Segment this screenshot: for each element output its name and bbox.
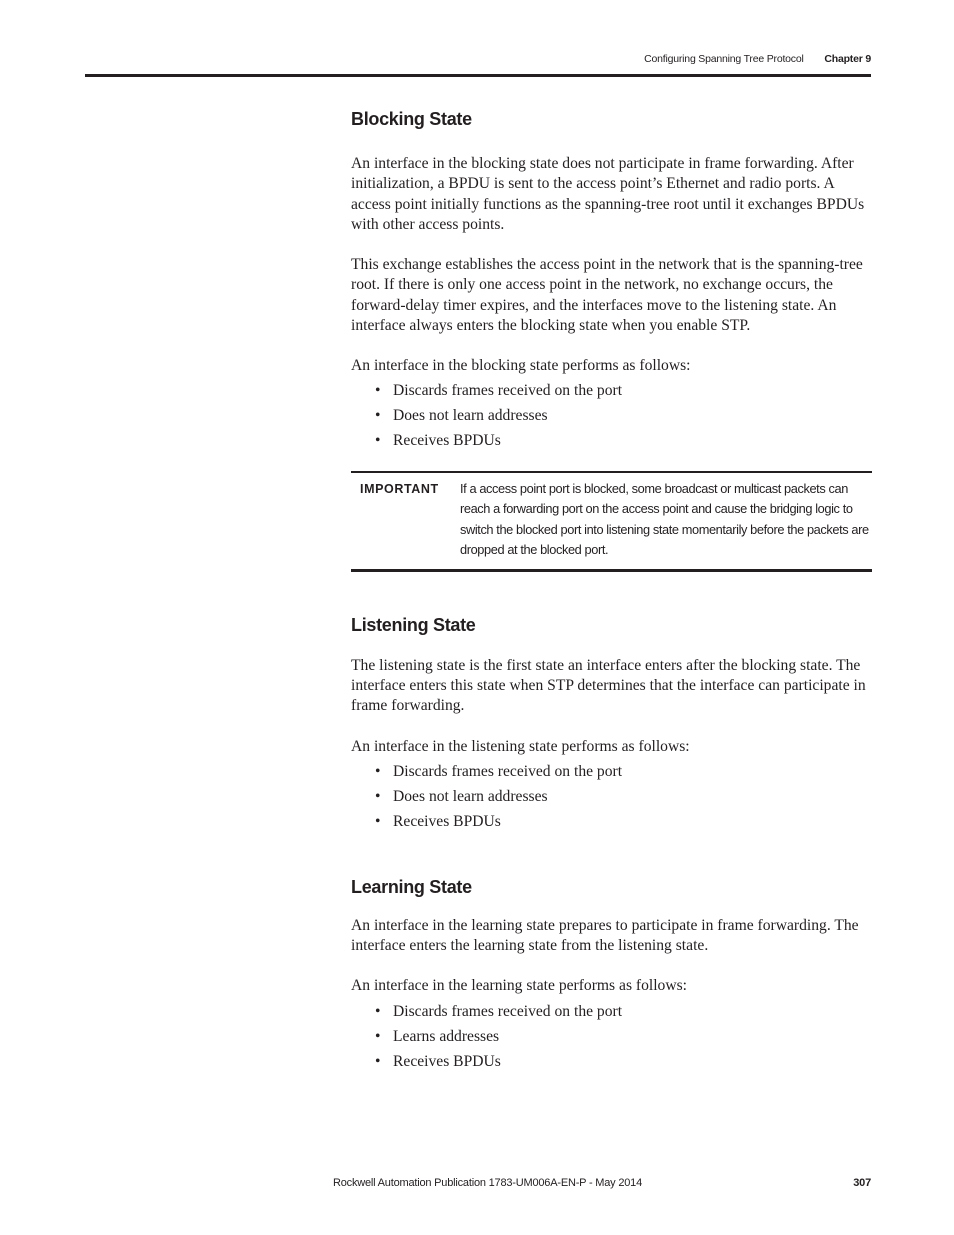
header-chapter: Chapter 9	[824, 53, 871, 65]
list-item: • Learns addresses	[351, 1024, 872, 1049]
listening-list	[351, 759, 872, 834]
list-item: • Discards frames received on the port	[351, 759, 872, 784]
list-item: • Does not learn addresses	[351, 403, 872, 428]
bullet: •	[375, 1002, 381, 1020]
page-number: 307	[853, 1177, 871, 1189]
important-text: If a access point port is blocked, some broadcast or multicast packets can reach a forwarding port on the access point and cause the bridging logic to switch the blocked port into listening state momentarily before the packets are dropped at the blocked port.	[460, 480, 869, 558]
blocking-list	[351, 378, 872, 453]
header-rule	[85, 74, 871, 77]
learning-paragraph-1: An interface in the learning state prepares to participate in frame forwarding. The interface enters the learning state from the listening state.	[351, 916, 859, 955]
bullet: •	[375, 431, 381, 449]
main-content	[351, 104, 872, 1074]
heading-learning-state: Learning State	[351, 876, 472, 897]
important-note	[351, 471, 872, 572]
list-item: • Discards frames received on the port	[351, 378, 872, 403]
bullet: •	[375, 1052, 381, 1070]
list-item: • Receives BPDUs	[351, 428, 872, 453]
bullet: •	[375, 812, 381, 830]
running-header	[644, 53, 871, 65]
bullet: •	[375, 787, 381, 805]
bullet: •	[375, 1027, 381, 1045]
blocking-paragraph-2: This exchange establishes the access point in the network that is the spanning-tree root. If there is only one access point in the network, no exchange occurs, the forward-delay timer expires, and the interfaces move to the listening state. An interface always enters the blocking state when you enable STP.	[351, 256, 863, 335]
learning-list-intro: An interface in the learning state performs as follows:	[351, 977, 688, 995]
blocking-list-intro: An interface in the blocking state performs as follows:	[351, 357, 691, 375]
bullet: •	[375, 406, 381, 424]
list-item: • Receives BPDUs	[351, 809, 872, 834]
header-section-title: Configuring Spanning Tree Protocol	[644, 53, 804, 65]
heading-listening-state: Listening State	[351, 614, 476, 635]
footer-publication: Rockwell Automation Publication 1783-UM006A-EN-P - May 2014	[333, 1177, 642, 1189]
list-item: • Discards frames received on the port	[351, 999, 872, 1024]
bullet: •	[375, 762, 381, 780]
list-item: • Receives BPDUs	[351, 1049, 872, 1074]
learning-list	[351, 999, 872, 1074]
listening-list-intro: An interface in the listening state performs as follows:	[351, 737, 690, 755]
listening-paragraph-1: The listening state is the first state an interface enters after the blocking state. The interface enters this state when STP determines that the interface can participate in frame forwarding.	[351, 656, 866, 715]
blocking-paragraph-1: An interface in the blocking state does not participate in frame forwarding. After initialization, a BPDU is sent to the access point’s Ethernet and radio ports. A access point initially functions as the spanning-tree root until it exchanges BPDUs with other access points.	[351, 155, 865, 233]
heading-blocking-state: Blocking State	[351, 109, 472, 129]
important-label: IMPORTANT	[360, 481, 439, 496]
bullet: •	[375, 381, 381, 399]
list-item: • Does not learn addresses	[351, 784, 872, 809]
